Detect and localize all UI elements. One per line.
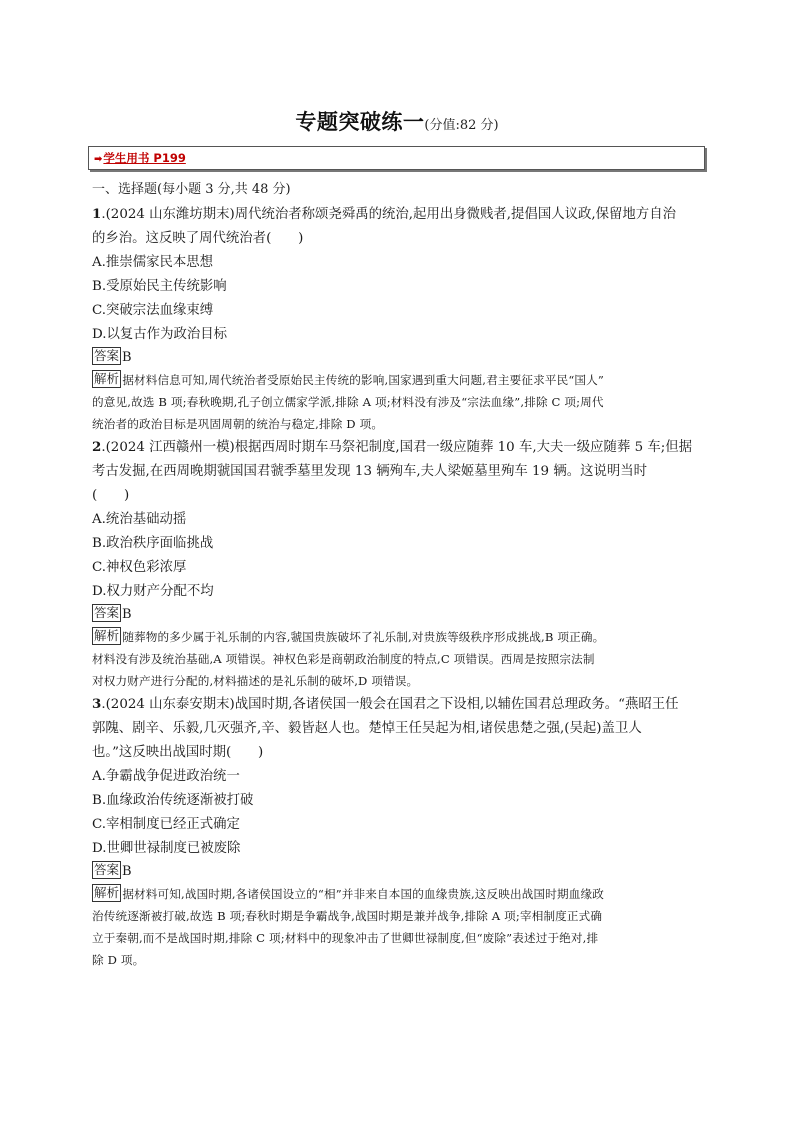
answer-tag: 答案 bbox=[94, 862, 120, 877]
question-number: 1 bbox=[92, 206, 102, 222]
answer-tag: 答案 bbox=[94, 605, 120, 620]
option-b[interactable]: B.政治秩序面临挑战 bbox=[92, 536, 214, 551]
question-1 bbox=[92, 202, 704, 435]
question-stem-line: 2.(2024 江西赣州一模)根据西周时期车马祭祀制度,国君一级应随葬 10 车,大夫一级应随葬 5 车;但据 bbox=[92, 439, 693, 455]
student-book-banner bbox=[88, 146, 705, 170]
answer-value: B bbox=[122, 350, 132, 365]
option-b[interactable]: B.血缘政治传统逐渐被打破 bbox=[92, 793, 254, 808]
analysis-line: 解析 据材料可知,战国时期,各诸侯国设立的“相”并非来自本国的血缘贵族,这反映出战国时期血缘政 bbox=[94, 885, 604, 901]
option-d[interactable]: D.以复古作为政治目标 bbox=[92, 327, 228, 342]
option-d[interactable]: D.权力财产分配不均 bbox=[92, 584, 214, 599]
question-stem-line: 1.(2024 山东潍坊期末)周代统治者称颂尧舜禹的统治,起用出身微贱者,提倡国人议政,保留地方自治 bbox=[92, 206, 676, 222]
analysis-line: 解析 据材料信息可知,周代统治者受原始民主传统的影响,国家遇到重大问题,君主要征求平民“国人” bbox=[94, 371, 604, 387]
answer-tag: 答案 bbox=[94, 348, 120, 363]
analysis-tag: 解析 bbox=[94, 885, 120, 900]
option-c[interactable]: C.宰相制度已经正式确定 bbox=[92, 817, 240, 832]
question-number: 3 bbox=[92, 696, 102, 712]
student-book-link[interactable] bbox=[94, 150, 186, 166]
option-b[interactable]: B.受原始民主传统影响 bbox=[92, 279, 227, 294]
analysis-tag: 解析 bbox=[94, 371, 120, 386]
question-3 bbox=[92, 692, 704, 971]
analysis-line: 治传统逐渐被打破,故选 B 项;春秋时期是争霸战争,战国时期是兼并战争,排除 A 项;宰相制度正式确 bbox=[92, 909, 603, 923]
question-stem-line: ( ) bbox=[92, 488, 130, 503]
exercise-content bbox=[92, 178, 704, 971]
analysis-line: 的意见,故选 B 项;春秋晚期,孔子创立儒家学派,排除 A 项;材料没有涉及“宗法血缘”,排除 C 项;周代 bbox=[92, 395, 604, 409]
question-number: 2 bbox=[92, 439, 102, 455]
answer-row bbox=[92, 347, 704, 369]
option-a[interactable]: A.推崇儒家民本思想 bbox=[92, 255, 214, 270]
analysis-line: 解析 随葬物的多少属于礼乐制的内容,虢国贵族破坏了礼乐制,对贵族等级秩序形成挑战,B 项正确。 bbox=[94, 628, 605, 644]
question-stem-line: 郭隗、剧辛、乐毅,几灭强齐,辛、毅皆赵人也。楚悼王任吴起为相,诸侯患楚之强,(吴起)盖卫人 bbox=[92, 721, 642, 736]
analysis-line: 对权力财产进行分配的,材料描述的是礼乐制的破坏,D 项错误。 bbox=[92, 674, 419, 688]
analysis-tag: 解析 bbox=[94, 628, 120, 643]
option-c[interactable]: C.神权色彩浓厚 bbox=[92, 560, 187, 575]
title-score: (分值:82 分) bbox=[424, 118, 499, 133]
section-heading: 一、选择题(每小题 3 分,共 48 分) bbox=[92, 182, 291, 197]
answer-row bbox=[92, 861, 704, 883]
title-main: 专题突破练一 bbox=[295, 110, 425, 134]
arrow-right-icon: ➡ bbox=[94, 154, 103, 165]
analysis-line: 统治者的政治目标是巩固周朝的统治与稳定,排除 D 项。 bbox=[92, 417, 384, 431]
analysis-line: 除 D 项。 bbox=[92, 953, 145, 967]
analysis-line: 立于秦朝,而不是战国时期,排除 C 项;材料中的现象冲击了世卿世禄制度,但“废除”表述过于绝对,排 bbox=[92, 931, 599, 945]
page-title bbox=[0, 106, 794, 136]
question-2 bbox=[92, 435, 704, 692]
option-c[interactable]: C.突破宗法血缘束缚 bbox=[92, 303, 214, 318]
question-stem-line: 也。”这反映出战国时期( ) bbox=[92, 745, 264, 760]
answer-row bbox=[92, 604, 704, 626]
question-stem-line: 考古发掘,在西周晚期虢国国君虢季墓里发现 13 辆殉车,夫人梁姬墓里殉车 19 辆。这说明当时 bbox=[92, 464, 648, 479]
option-a[interactable]: A.争霸战争促进政治统一 bbox=[92, 769, 240, 784]
question-stem-line: 的乡治。这反映了周代统治者( ) bbox=[92, 231, 304, 246]
analysis-line: 材料没有涉及统治基础,A 项错误。神权色彩是商朝政治制度的特点,C 项错误。西周是按照宗法制 bbox=[92, 652, 595, 666]
answer-value: B bbox=[122, 864, 132, 879]
option-a[interactable]: A.统治基础动摇 bbox=[92, 512, 187, 527]
answer-value: B bbox=[122, 607, 132, 622]
question-stem-line: 3.(2024 山东泰安期末)战国时期,各诸侯国一般会在国君之下设相,以辅佐国君总理政务。“燕昭王任 bbox=[92, 696, 679, 712]
option-d[interactable]: D.世卿世禄制度已被废除 bbox=[92, 841, 241, 856]
student-book-link-text: 学生用书 P199 bbox=[103, 151, 186, 165]
